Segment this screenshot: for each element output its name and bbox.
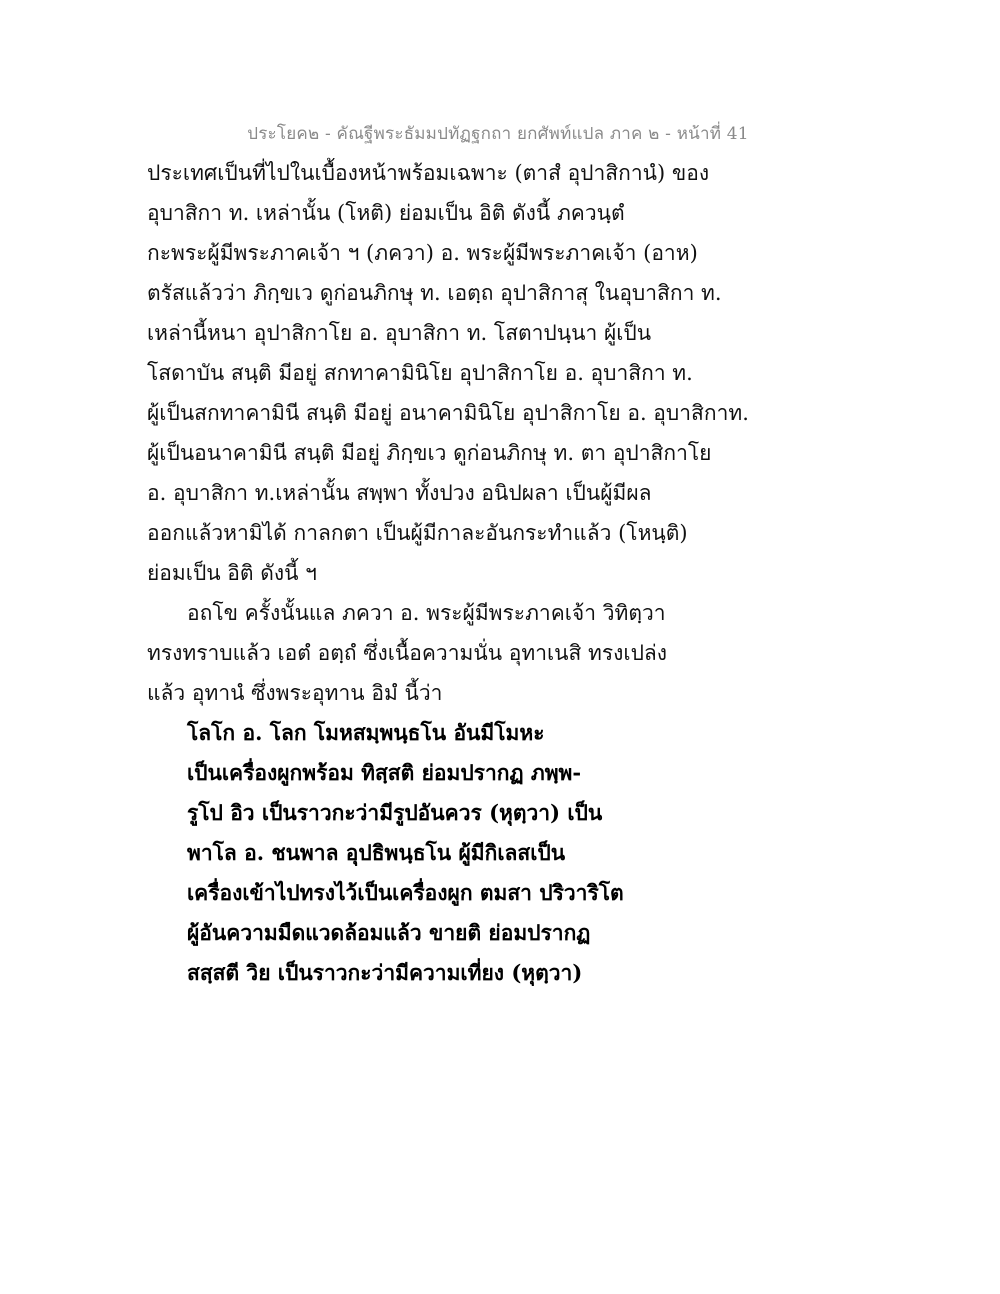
paragraph-start-line: อถโข ครั้งนั้นแล ภควา อ. พระผู้มีพระภาคเจ้า วิทิตฺวา bbox=[187, 601, 666, 625]
verse-line: ผู้อันความมืดแวดล้อมแล้ว ขายติ ย่อมปรากฏ bbox=[187, 920, 591, 945]
prose-line: กะพระผู้มีพระภาคเจ้า ฯ (ภควา) อ. พระผู้มีพระภาคเจ้า (อาห) bbox=[147, 241, 698, 265]
prose-line: อุบาสิกา ท. เหล่านั้น (โหติ) ย่อมเป็น อิติ ดังนี้ ภควนฺตํ bbox=[147, 201, 625, 225]
prose-line: ผู้เป็นสกทาคามินี สนฺติ มีอยู่ อนาคามินิโย อุปาสิกาโย อ. อุบาสิกาท. bbox=[147, 401, 749, 425]
prose-line: ทรงทราบแล้ว เอตํ อตฺถํ ซึ่งเนื้อความนั่น อุทาเนสิ ทรงเปล่ง bbox=[147, 641, 668, 665]
verse-line: รูโป อิว เป็นราวกะว่ามีรูปอันควร (หุตฺวา) เป็น bbox=[187, 800, 603, 825]
verse-line: เป็นเครื่องผูกพร้อม ทิสฺสติ ย่อมปรากฏ ภพฺพ- bbox=[187, 760, 582, 785]
running-header: ประโยค๒ - คัณฐีพระธัมมปทัฏฐกถา ยกศัพท์แปล ภาค ๒ - หน้าที่ 41 bbox=[247, 124, 749, 144]
verse-line: พาโล อ. ชนพาล อุปธิพนฺธโน ผู้มีกิเลสเป็น bbox=[187, 840, 566, 865]
prose-line: ออกแล้วหามิได้ กาลกตา เป็นผู้มีกาละอันกระทำแล้ว (โหนฺติ) bbox=[147, 521, 688, 545]
prose-line: แล้ว อุทานํ ซึ่งพระอุทาน อิมํ นี้ว่า bbox=[147, 681, 443, 705]
prose-line: ผู้เป็นอนาคามินี สนฺติ มีอยู่ ภิกฺขเว ดูก่อนภิกษุ ท. ตา อุปาสิกาโย bbox=[147, 441, 712, 465]
verse-line: โลโก อ. โลก โมหสมฺพนฺธโน อันมีโมหะ bbox=[187, 720, 545, 745]
prose-line: อ. อุบาสิกา ท.เหล่านั้น สพฺพา ทั้งปวง อนิปผลา เป็นผู้มีผล bbox=[147, 481, 652, 505]
prose-line: ประเทศเป็นที่ไปในเบื้องหน้าพร้อมเฉพาะ (ตาสํ อุปาสิกานํ) ของ bbox=[147, 161, 710, 185]
prose-line: ย่อมเป็น อิติ ดังนี้ ฯ bbox=[147, 561, 317, 585]
prose-line: เหล่านี้หนา อุปาสิกาโย อ. อุบาสิกา ท. โสตาปนฺนา ผู้เป็น bbox=[147, 321, 652, 345]
verse-line: สสฺสตี วิย เป็นราวกะว่ามีความเที่ยง (หุตฺวา) bbox=[187, 960, 583, 985]
prose-line: ตรัสแล้วว่า ภิกฺขเว ดูก่อนภิกษุ ท. เอตฺถ อุปาสิกาสุ ในอุบาสิกา ท. bbox=[147, 281, 722, 305]
verse-line: เครื่องเข้าไปทรงไว้เป็นเครื่องผูก ตมสา ปริวาริโต bbox=[187, 880, 624, 905]
prose-line: โสดาบัน สนฺติ มีอยู่ สกทาคามินิโย อุปาสิกาโย อ. อุบาสิกา ท. bbox=[147, 361, 693, 385]
